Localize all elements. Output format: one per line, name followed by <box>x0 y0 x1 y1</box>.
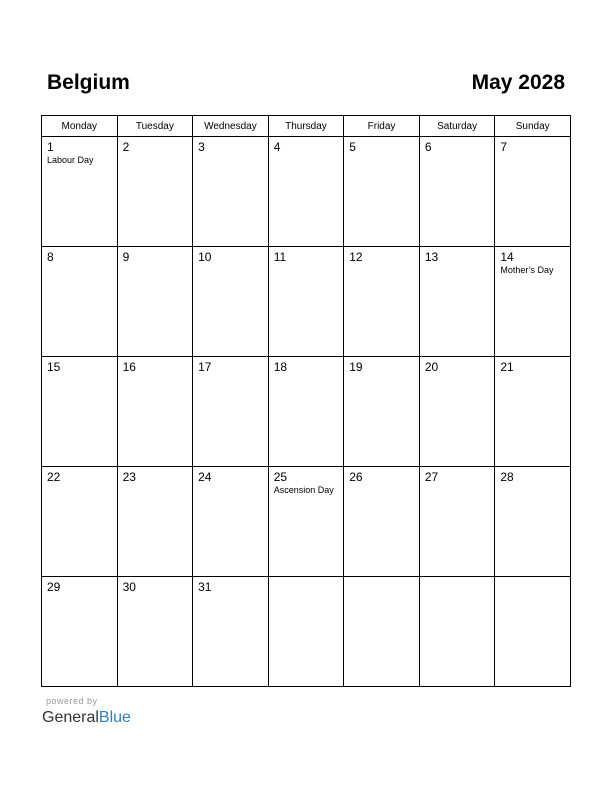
day-number: 18 <box>273 360 288 374</box>
holiday-label: Ascension Day <box>273 485 334 495</box>
day-number: 10 <box>198 250 212 264</box>
day-cell <box>268 247 344 357</box>
day-cell <box>193 357 269 467</box>
weekday-header: Thursday <box>268 116 344 137</box>
day-number: 3 <box>198 140 205 154</box>
day-cell <box>344 247 420 357</box>
day-cell <box>344 467 420 577</box>
day-cell <box>268 357 344 467</box>
day-cell <box>42 247 118 357</box>
day-number: 7 <box>500 140 508 154</box>
day-number: 15 <box>47 360 61 374</box>
day-number: 1 <box>47 140 54 154</box>
day-number: 8 <box>47 250 54 264</box>
day-number: 31 <box>198 580 212 594</box>
day-cell <box>193 577 269 687</box>
day-number: 2 <box>122 140 130 154</box>
week-row <box>42 137 571 247</box>
day-cell <box>419 577 495 687</box>
day-number <box>344 577 419 580</box>
weekday-header: Tuesday <box>117 116 193 137</box>
day-number: 19 <box>349 360 363 374</box>
day-number: 21 <box>500 360 514 374</box>
day-cell <box>193 247 269 357</box>
day-number: 4 <box>273 140 281 154</box>
day-cell <box>344 357 420 467</box>
weekday-header: Monday <box>42 116 118 137</box>
day-cell <box>193 467 269 577</box>
day-cell <box>419 137 495 247</box>
day-number: 20 <box>424 360 439 374</box>
day-number <box>269 577 344 580</box>
day-cell <box>117 467 193 577</box>
day-number: 26 <box>349 470 363 484</box>
day-cell <box>419 247 495 357</box>
weekday-header: Saturday <box>419 116 495 137</box>
weekday-header: Friday <box>344 116 420 137</box>
day-number: 28 <box>500 470 514 484</box>
day-number: 23 <box>122 470 136 484</box>
brand-blue-text: Blue <box>98 709 131 726</box>
calendar-grid <box>41 115 571 687</box>
day-number: 24 <box>198 470 212 484</box>
day-number: 16 <box>122 360 136 374</box>
generalblue-logo[interactable] <box>42 708 131 728</box>
day-number: 14 <box>500 250 514 264</box>
day-cell <box>42 577 118 687</box>
day-cell <box>495 357 571 467</box>
week-row <box>42 467 571 577</box>
day-number: 9 <box>122 250 130 264</box>
day-cell <box>117 137 193 247</box>
day-cell <box>193 137 269 247</box>
brand-general-text: General <box>42 709 99 726</box>
weekday-header: Sunday <box>495 116 571 137</box>
day-number <box>495 577 570 580</box>
day-cell <box>42 137 118 247</box>
day-number: 30 <box>122 580 136 594</box>
holiday-label: Labour Day <box>47 155 94 165</box>
day-cell <box>495 467 571 577</box>
day-number: 13 <box>424 250 439 264</box>
day-cell <box>117 247 193 357</box>
day-cell <box>419 467 495 577</box>
day-number: 11 <box>273 250 287 264</box>
weekday-header-row <box>42 116 571 137</box>
day-cell <box>495 247 571 357</box>
week-row <box>42 357 571 467</box>
day-number: 22 <box>47 470 61 484</box>
day-cell <box>42 357 118 467</box>
day-cell <box>42 467 118 577</box>
weekday-header: Wednesday <box>193 116 269 137</box>
powered-by-text: powered by <box>46 696 98 706</box>
day-cell <box>268 137 344 247</box>
day-cell <box>344 577 420 687</box>
day-cell <box>419 357 495 467</box>
day-cell <box>117 357 193 467</box>
day-number: 17 <box>198 360 212 374</box>
day-cell <box>268 467 344 577</box>
day-number <box>420 577 495 580</box>
day-number: 29 <box>47 580 61 594</box>
day-cell <box>268 577 344 687</box>
day-number: 27 <box>424 470 439 484</box>
day-cell <box>495 137 571 247</box>
day-number: 12 <box>349 250 363 264</box>
month-year-title: May 2028 <box>471 71 565 94</box>
country-title: Belgium <box>47 71 130 94</box>
day-number: 5 <box>349 140 356 154</box>
week-row <box>42 577 571 687</box>
day-cell <box>344 137 420 247</box>
day-number: 25 <box>273 470 288 484</box>
day-cell <box>117 577 193 687</box>
week-row <box>42 247 571 357</box>
holiday-label: Mother’s Day <box>500 265 554 275</box>
day-cell <box>495 577 571 687</box>
day-number: 6 <box>424 140 432 154</box>
